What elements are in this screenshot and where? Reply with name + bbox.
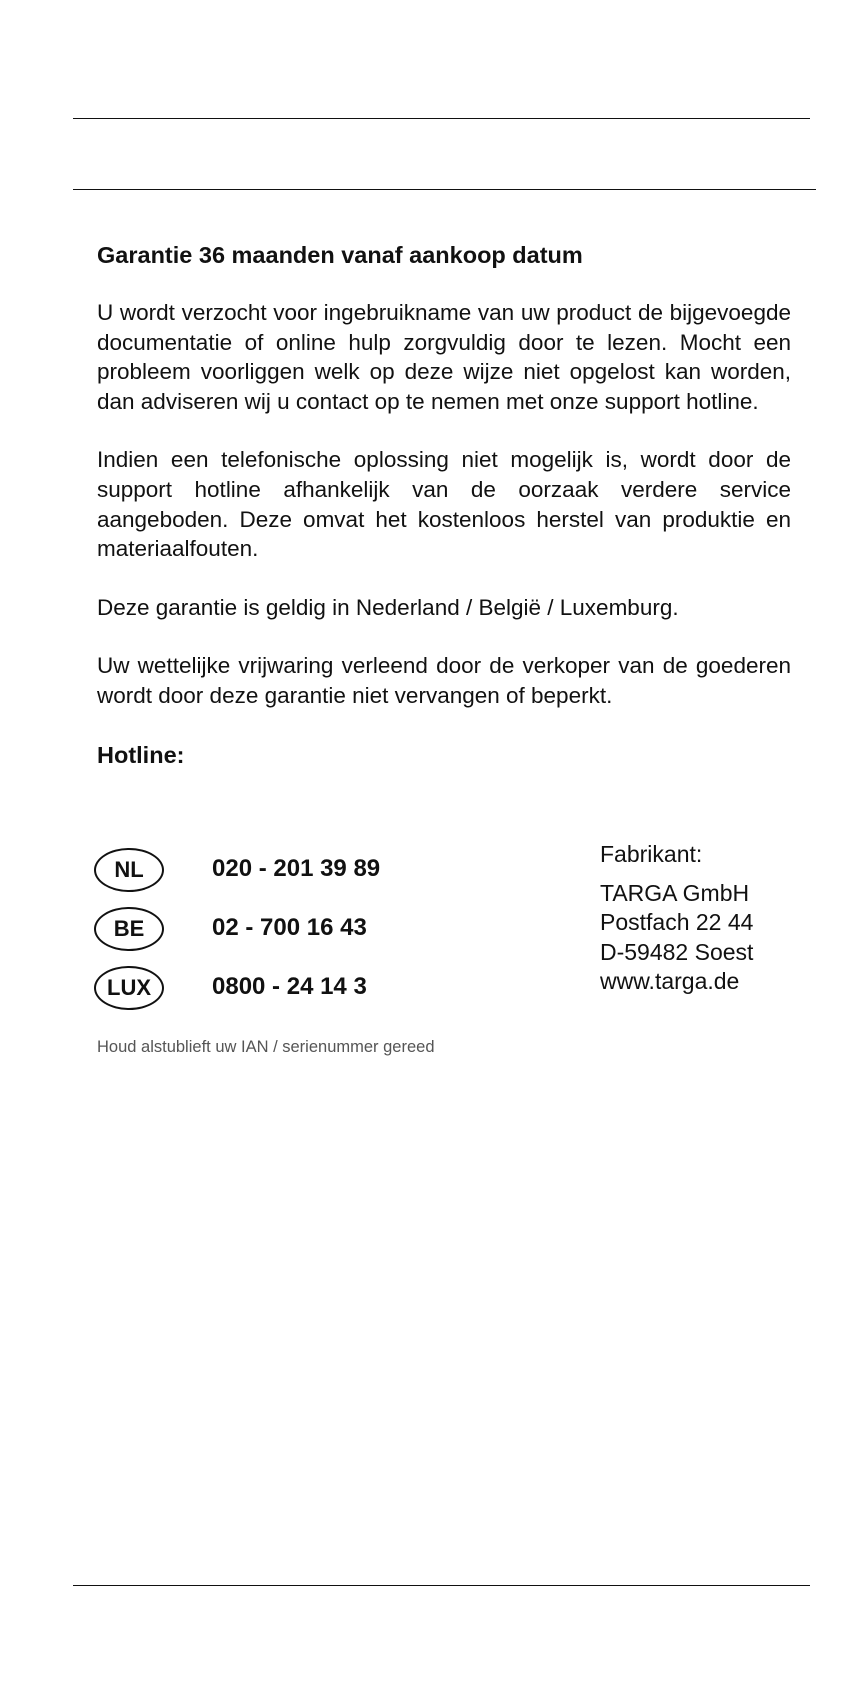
phone-number-nl: 020 - 201 39 89 — [212, 855, 381, 882]
paragraph-validity: Deze garantie is geldig in Nederland / België / Luxemburg. — [97, 594, 679, 620]
hotline-title: Hotline: — [97, 741, 185, 768]
manufacturer-title: Fabrikant: — [600, 841, 703, 867]
phone-number-be: 02 - 700 16 43 — [212, 914, 367, 941]
hotline-row-nl — [94, 848, 494, 907]
top-divider-2 — [73, 189, 816, 190]
phone-number-lux: 0800 - 24 14 3 — [212, 973, 367, 1000]
bottom-divider — [73, 1585, 810, 1586]
country-badge-be: BE — [94, 907, 164, 951]
manufacturer-website: www.targa.de — [600, 968, 740, 994]
hotline-row-be — [94, 907, 494, 966]
paragraph-instructions: U wordt verzocht voor ingebruikname van uw product de bijgevoegde documentatie of online hulp zorgvuldig door te lezen. Mocht een probleem voorliggen welk op deze wijze niet opgelost kan worden, dan adviseren wij u contact op te nemen met onze support hotline. — [97, 300, 791, 414]
serial-number-note: Houd alstublieft uw IAN / serienummer gereed — [97, 1038, 435, 1056]
country-badge-nl: NL — [94, 848, 164, 892]
paragraph-service: Indien een telefonische oplossing niet mogelijk is, wordt door de support hotline afhankelijk van de oorzaak verdere service aangeboden. Deze omvat het kostenloos herstel van produktie en materiaalfouten. — [97, 447, 791, 562]
country-badge-lux: LUX — [94, 966, 164, 1010]
top-divider-1 — [73, 118, 810, 119]
warranty-text-block — [97, 240, 791, 770]
manufacturer-block — [600, 840, 810, 997]
manufacturer-city: D-59482 Soest — [600, 938, 754, 965]
warranty-heading: Garantie 36 maanden vanaf aankoop datum — [97, 242, 583, 268]
hotline-row-lux — [94, 966, 494, 1025]
hotline-list — [94, 848, 494, 1025]
manufacturer-po-box: Postfach 22 44 — [600, 909, 754, 935]
paragraph-legal: Uw wettelijke vrijwaring verleend door de verkoper van de goederen wordt door deze garantie niet vervangen of beperkt. — [97, 653, 791, 708]
manufacturer-company: TARGA GmbH — [600, 879, 750, 906]
